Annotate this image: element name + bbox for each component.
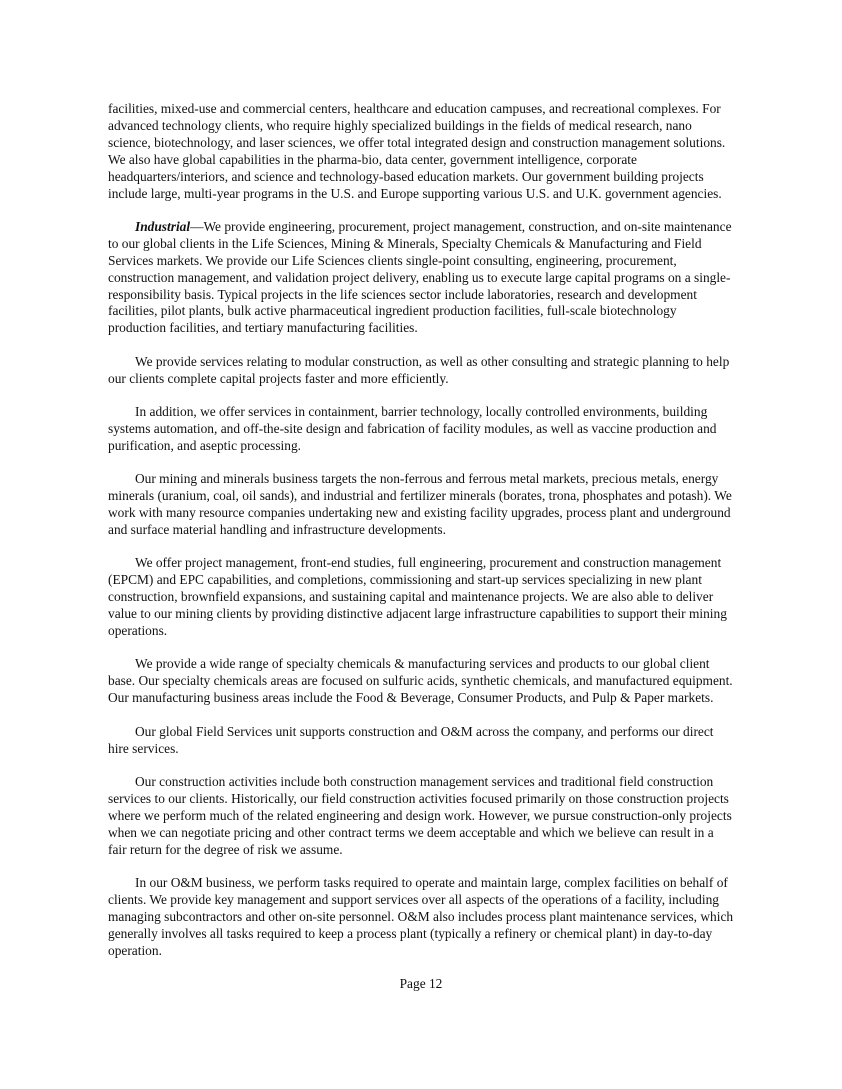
page-number: Page 12 xyxy=(399,976,443,991)
paragraph-om-business: In our O&M business, we perform tasks required to operate and maintain large, complex facilities on behalf of clients. We provide key management and support services over all aspects of the operations of a facility, including managing subcontractors and other on-site personnel. O&M also includes process plant maintenance services, which generally involves all tasks required to keep a process plant (typically a refinery or chemical plant) in day-to-day operation. xyxy=(108,875,734,958)
paragraph-industrial xyxy=(108,219,735,337)
paragraph-mining-minerals: Our mining and minerals business targets the non-ferrous and ferrous metal markets, precious metals, energy minerals (uranium, coal, oil sands), and industrial and fertilizer minerals (borates, trona, phosphates and potash). We work with many resource companies undertaking new and existing facility upgrades, process plant and underground and surface material handling and infrastructure developments. xyxy=(108,471,732,538)
paragraph-containment: In addition, we offer services in containment, barrier technology, locally controlled environments, building systems automation, and off-the-site design and fabrication of facility modules, as well as vaccine production and purification, and aseptic processing. xyxy=(108,404,717,453)
paragraph-specialty-chemicals: We provide a wide range of specialty chemicals & manufacturing services and products to our global client base. Our specialty chemicals areas are focused on sulfuric acids, synthetic chemicals, and manufactured equipment. Our manufacturing business areas include the Food & Beverage, Consumer Products, and Pulp & Paper markets. xyxy=(108,656,733,706)
paragraph-field-services: Our global Field Services unit supports construction and O&M across the company, and performs our direct hire services. xyxy=(108,723,714,756)
paragraph-modular-construction: We provide services relating to modular construction, as well as other consulting and strategic planning to help our clients complete capital projects faster and more efficiently. xyxy=(108,353,730,386)
paragraph-construction-activities: Our construction activities include both construction management services and traditional field construction services to our clients. Historically, our field construction activities focused primarily on those construction projects where we perform much of the related engineering and design work. However, we pursue construction-only projects when we can negotiate pricing and other contract terms we deem acceptable and which we believe can result in a fair return for the degree of risk we assume. xyxy=(108,774,732,857)
paragraph-epcm: We offer project management, front-end studies, full engineering, procurement and construction management (EPCM) and EPC capabilities, and completions, commissioning and start-up services specializing in new plant construction, brownfield expansions, and sustaining capital and maintenance projects. We are also able to deliver value to our mining clients by providing distinctive adjacent large infrastructure capabilities to support their mining operations. xyxy=(108,555,727,639)
run-in-heading-industrial: Industrial xyxy=(135,218,191,234)
document-page xyxy=(108,101,735,976)
paragraph-industrial-text: —We provide engineering, procurement, project management, construction, and on-site maintenance to our global clients in the Life Sciences, Mining & Minerals, Specialty Chemicals & Manufacturing and Field Services markets. We provide our Life Sciences clients single-point consulting, engineering, procurement, construction management, and validation project delivery, enabling us to execute large capital programs on a single-responsibility basis. Typical projects in the life sciences sector include laboratories, research and development facilities, pilot plants, bulk active pharmaceutical ingredient production facilities, full-scale biotechnology production facilities, and tertiary manufacturing facilities. xyxy=(108,218,732,336)
paragraph-building-continued: facilities, mixed-use and commercial centers, healthcare and education campuses, and recreational complexes. For advanced technology clients, who require highly specialized buildings in the fields of medical research, nano science, biotechnology, and laser sciences, we offer total integrated design and construction management solutions. We also have global capabilities in the pharma-bio, data center, government intelligence, corporate headquarters/interiors, and science and technology-based education markets. Our government building projects include large, multi-year programs in the U.S. and Europe supporting various U.S. and U.K. government agencies. xyxy=(108,101,726,201)
